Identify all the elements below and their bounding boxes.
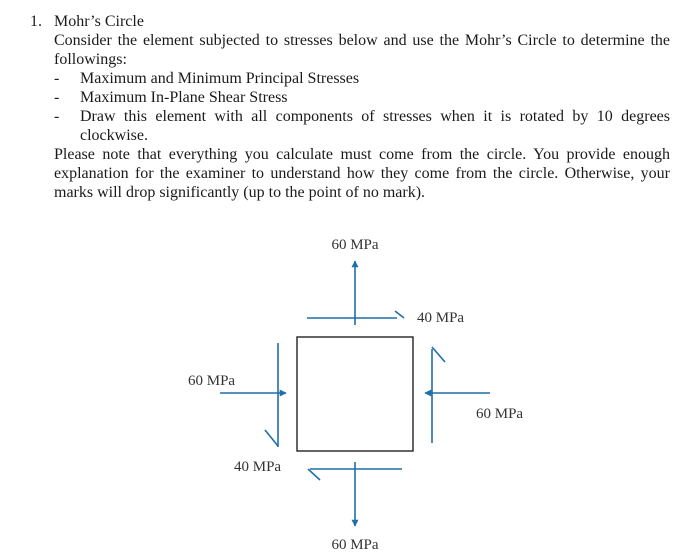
left-normal-stress-label: 60 MPa bbox=[188, 373, 236, 389]
stress-element-square bbox=[297, 337, 413, 451]
question-title: Mohr’s Circle bbox=[54, 13, 144, 30]
bottom-normal-stress-label: 60 MPa bbox=[331, 537, 379, 553]
left-shear-stress-half-arrow bbox=[265, 430, 278, 446]
bottom-shear-stress-label: 40 MPa bbox=[234, 459, 282, 475]
right-shear-stress-half-arrow bbox=[432, 347, 445, 362]
top-normal-stress-label: 60 MPa bbox=[331, 237, 379, 253]
task-text: Draw this element with all components of stresses when it is rotated by 10 degrees clockwise. bbox=[80, 108, 670, 144]
bullet-dash: - bbox=[54, 108, 60, 125]
bullet-dash: - bbox=[54, 70, 60, 87]
task-text: Maximum In-Plane Shear Stress bbox=[80, 89, 288, 106]
top-shear-stress-half-arrow bbox=[395, 311, 404, 318]
top-shear-stress-label: 40 MPa bbox=[417, 310, 465, 326]
question-number: 1. bbox=[30, 13, 42, 30]
bullet-dash: - bbox=[54, 89, 60, 106]
question-intro: Consider the element subjected to stresses below and use the Mohr’s Circle to determine the followings: bbox=[54, 32, 670, 68]
question-note: Please note that everything you calculate must come from the circle. You provide enough explanation for the examiner to understand how they come from the circle. Otherwise, your marks will drop significantly (up to the point of no mark). bbox=[54, 146, 670, 201]
task-text: Maximum and Minimum Principal Stresses bbox=[80, 70, 360, 87]
bottom-shear-stress-half-arrow bbox=[308, 469, 320, 480]
right-normal-stress-label: 60 MPa bbox=[476, 406, 524, 422]
